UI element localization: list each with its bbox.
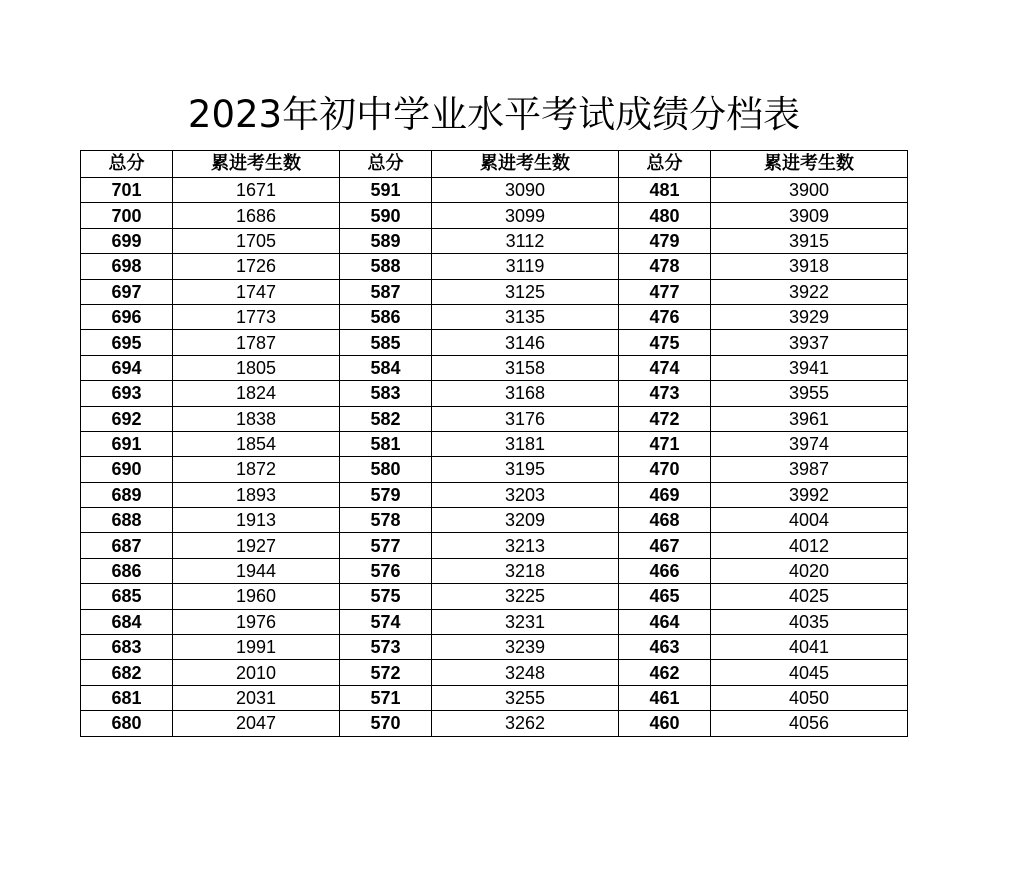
cumulative-count-cell: 3146 bbox=[432, 330, 619, 355]
cumulative-count-cell: 3231 bbox=[432, 609, 619, 634]
cumulative-count-cell: 4041 bbox=[711, 635, 908, 660]
cumulative-count-cell: 1838 bbox=[173, 406, 340, 431]
total-score-cell: 462 bbox=[619, 660, 711, 685]
total-score-cell: 473 bbox=[619, 381, 711, 406]
cumulative-count-cell: 1686 bbox=[173, 203, 340, 228]
total-score-cell: 687 bbox=[81, 533, 173, 558]
total-score-cell: 575 bbox=[340, 584, 432, 609]
total-score-cell: 684 bbox=[81, 609, 173, 634]
cumulative-count-cell: 3225 bbox=[432, 584, 619, 609]
total-score-cell: 685 bbox=[81, 584, 173, 609]
cumulative-count-cell: 1705 bbox=[173, 228, 340, 253]
cumulative-count-cell: 3168 bbox=[432, 381, 619, 406]
total-score-cell: 698 bbox=[81, 254, 173, 279]
table-row bbox=[81, 431, 908, 456]
cumulative-count-cell: 4050 bbox=[711, 685, 908, 710]
cumulative-count-cell: 4004 bbox=[711, 508, 908, 533]
cumulative-count-cell: 1893 bbox=[173, 482, 340, 507]
table-header-row bbox=[81, 151, 908, 178]
table-row bbox=[81, 685, 908, 710]
cumulative-count-cell: 2010 bbox=[173, 660, 340, 685]
total-score-cell: 464 bbox=[619, 609, 711, 634]
total-score-cell: 591 bbox=[340, 178, 432, 203]
total-score-cell: 691 bbox=[81, 431, 173, 456]
total-score-cell: 465 bbox=[619, 584, 711, 609]
total-score-cell: 688 bbox=[81, 508, 173, 533]
total-score-cell: 697 bbox=[81, 279, 173, 304]
total-score-cell: 588 bbox=[340, 254, 432, 279]
total-score-cell: 478 bbox=[619, 254, 711, 279]
cumulative-count-cell: 3955 bbox=[711, 381, 908, 406]
total-score-cell: 682 bbox=[81, 660, 173, 685]
cumulative-count-cell: 1976 bbox=[173, 609, 340, 634]
total-score-cell: 577 bbox=[340, 533, 432, 558]
cumulative-count-cell: 1927 bbox=[173, 533, 340, 558]
table-row bbox=[81, 635, 908, 660]
total-score-cell: 583 bbox=[340, 381, 432, 406]
table-body bbox=[81, 178, 908, 737]
cumulative-count-cell: 1824 bbox=[173, 381, 340, 406]
cumulative-count-cell: 3135 bbox=[432, 304, 619, 329]
total-score-cell: 471 bbox=[619, 431, 711, 456]
cumulative-count-cell: 3158 bbox=[432, 355, 619, 380]
cumulative-count-cell: 3218 bbox=[432, 558, 619, 583]
total-score-cell: 580 bbox=[340, 457, 432, 482]
total-score-cell: 480 bbox=[619, 203, 711, 228]
table-row bbox=[81, 508, 908, 533]
cumulative-count-cell: 3915 bbox=[711, 228, 908, 253]
total-score-cell: 574 bbox=[340, 609, 432, 634]
cumulative-count-cell: 3209 bbox=[432, 508, 619, 533]
total-score-cell: 590 bbox=[340, 203, 432, 228]
total-score-cell: 695 bbox=[81, 330, 173, 355]
cumulative-count-cell: 1787 bbox=[173, 330, 340, 355]
total-score-cell: 587 bbox=[340, 279, 432, 304]
total-score-cell: 573 bbox=[340, 635, 432, 660]
table-row bbox=[81, 330, 908, 355]
total-score-cell: 479 bbox=[619, 228, 711, 253]
cumulative-count-cell: 1960 bbox=[173, 584, 340, 609]
table-row bbox=[81, 457, 908, 482]
table-row bbox=[81, 406, 908, 431]
cumulative-count-cell: 3909 bbox=[711, 203, 908, 228]
cumulative-count-cell: 1805 bbox=[173, 355, 340, 380]
cumulative-count-cell: 3181 bbox=[432, 431, 619, 456]
cumulative-count-cell: 4020 bbox=[711, 558, 908, 583]
score-table bbox=[80, 150, 908, 737]
total-score-cell: 572 bbox=[340, 660, 432, 685]
cumulative-count-cell: 1747 bbox=[173, 279, 340, 304]
cumulative-count-cell: 2031 bbox=[173, 685, 340, 710]
table-row bbox=[81, 203, 908, 228]
cumulative-count-cell: 3922 bbox=[711, 279, 908, 304]
total-score-cell: 689 bbox=[81, 482, 173, 507]
total-score-cell: 460 bbox=[619, 711, 711, 736]
total-score-cell: 579 bbox=[340, 482, 432, 507]
cumulative-count-cell: 4056 bbox=[711, 711, 908, 736]
table-row bbox=[81, 660, 908, 685]
total-score-cell: 463 bbox=[619, 635, 711, 660]
cumulative-count-cell: 1854 bbox=[173, 431, 340, 456]
cumulative-count-cell: 1944 bbox=[173, 558, 340, 583]
total-score-cell: 578 bbox=[340, 508, 432, 533]
cumulative-count-cell: 1773 bbox=[173, 304, 340, 329]
cumulative-count-cell: 3937 bbox=[711, 330, 908, 355]
total-score-cell: 570 bbox=[340, 711, 432, 736]
total-score-cell: 582 bbox=[340, 406, 432, 431]
total-score-cell: 469 bbox=[619, 482, 711, 507]
cumulative-count-cell: 4025 bbox=[711, 584, 908, 609]
cumulative-count-cell: 3176 bbox=[432, 406, 619, 431]
cumulative-count-cell: 1872 bbox=[173, 457, 340, 482]
total-score-cell: 571 bbox=[340, 685, 432, 710]
table-row bbox=[81, 178, 908, 203]
cumulative-count-cell: 3195 bbox=[432, 457, 619, 482]
header-total-score-1: 总分 bbox=[81, 151, 173, 178]
total-score-cell: 589 bbox=[340, 228, 432, 253]
cumulative-count-cell: 3900 bbox=[711, 178, 908, 203]
total-score-cell: 475 bbox=[619, 330, 711, 355]
total-score-cell: 477 bbox=[619, 279, 711, 304]
total-score-cell: 699 bbox=[81, 228, 173, 253]
cumulative-count-cell: 4012 bbox=[711, 533, 908, 558]
total-score-cell: 472 bbox=[619, 406, 711, 431]
total-score-cell: 476 bbox=[619, 304, 711, 329]
cumulative-count-cell: 1913 bbox=[173, 508, 340, 533]
cumulative-count-cell: 1726 bbox=[173, 254, 340, 279]
table-row bbox=[81, 304, 908, 329]
total-score-cell: 586 bbox=[340, 304, 432, 329]
cumulative-count-cell: 1991 bbox=[173, 635, 340, 660]
cumulative-count-cell: 4045 bbox=[711, 660, 908, 685]
total-score-cell: 585 bbox=[340, 330, 432, 355]
total-score-cell: 474 bbox=[619, 355, 711, 380]
table-row bbox=[81, 609, 908, 634]
total-score-cell: 696 bbox=[81, 304, 173, 329]
cumulative-count-cell: 3987 bbox=[711, 457, 908, 482]
total-score-cell: 576 bbox=[340, 558, 432, 583]
table-row bbox=[81, 533, 908, 558]
total-score-cell: 584 bbox=[340, 355, 432, 380]
header-cumulative-count-3: 累进考生数 bbox=[711, 151, 908, 178]
cumulative-count-cell: 3248 bbox=[432, 660, 619, 685]
cumulative-count-cell: 3099 bbox=[432, 203, 619, 228]
table-row bbox=[81, 355, 908, 380]
table-row bbox=[81, 711, 908, 736]
total-score-cell: 680 bbox=[81, 711, 173, 736]
cumulative-count-cell: 3239 bbox=[432, 635, 619, 660]
table-row bbox=[81, 558, 908, 583]
cumulative-count-cell: 3262 bbox=[432, 711, 619, 736]
header-total-score-3: 总分 bbox=[619, 151, 711, 178]
cumulative-count-cell: 3961 bbox=[711, 406, 908, 431]
table-row bbox=[81, 584, 908, 609]
cumulative-count-cell: 3992 bbox=[711, 482, 908, 507]
total-score-cell: 466 bbox=[619, 558, 711, 583]
total-score-cell: 693 bbox=[81, 381, 173, 406]
page-title: 2023年初中学业水平考试成绩分档表 bbox=[187, 93, 801, 136]
cumulative-count-cell: 3112 bbox=[432, 228, 619, 253]
total-score-cell: 694 bbox=[81, 355, 173, 380]
table-row bbox=[81, 228, 908, 253]
table-row bbox=[81, 279, 908, 304]
total-score-cell: 700 bbox=[81, 203, 173, 228]
total-score-cell: 467 bbox=[619, 533, 711, 558]
total-score-cell: 686 bbox=[81, 558, 173, 583]
total-score-cell: 690 bbox=[81, 457, 173, 482]
total-score-cell: 468 bbox=[619, 508, 711, 533]
cumulative-count-cell: 2047 bbox=[173, 711, 340, 736]
table-row bbox=[81, 381, 908, 406]
total-score-cell: 470 bbox=[619, 457, 711, 482]
cumulative-count-cell: 3119 bbox=[432, 254, 619, 279]
header-total-score-2: 总分 bbox=[340, 151, 432, 178]
total-score-cell: 461 bbox=[619, 685, 711, 710]
cumulative-count-cell: 1671 bbox=[173, 178, 340, 203]
table-row bbox=[81, 482, 908, 507]
cumulative-count-cell: 3974 bbox=[711, 431, 908, 456]
cumulative-count-cell: 3918 bbox=[711, 254, 908, 279]
cumulative-count-cell: 3125 bbox=[432, 279, 619, 304]
total-score-cell: 481 bbox=[619, 178, 711, 203]
total-score-cell: 692 bbox=[81, 406, 173, 431]
cumulative-count-cell: 3203 bbox=[432, 482, 619, 507]
cumulative-count-cell: 3929 bbox=[711, 304, 908, 329]
header-cumulative-count-2: 累进考生数 bbox=[432, 151, 619, 178]
total-score-cell: 581 bbox=[340, 431, 432, 456]
total-score-cell: 701 bbox=[81, 178, 173, 203]
cumulative-count-cell: 3941 bbox=[711, 355, 908, 380]
total-score-cell: 681 bbox=[81, 685, 173, 710]
header-cumulative-count-1: 累进考生数 bbox=[173, 151, 340, 178]
cumulative-count-cell: 4035 bbox=[711, 609, 908, 634]
cumulative-count-cell: 3255 bbox=[432, 685, 619, 710]
table-row bbox=[81, 254, 908, 279]
cumulative-count-cell: 3213 bbox=[432, 533, 619, 558]
cumulative-count-cell: 3090 bbox=[432, 178, 619, 203]
total-score-cell: 683 bbox=[81, 635, 173, 660]
